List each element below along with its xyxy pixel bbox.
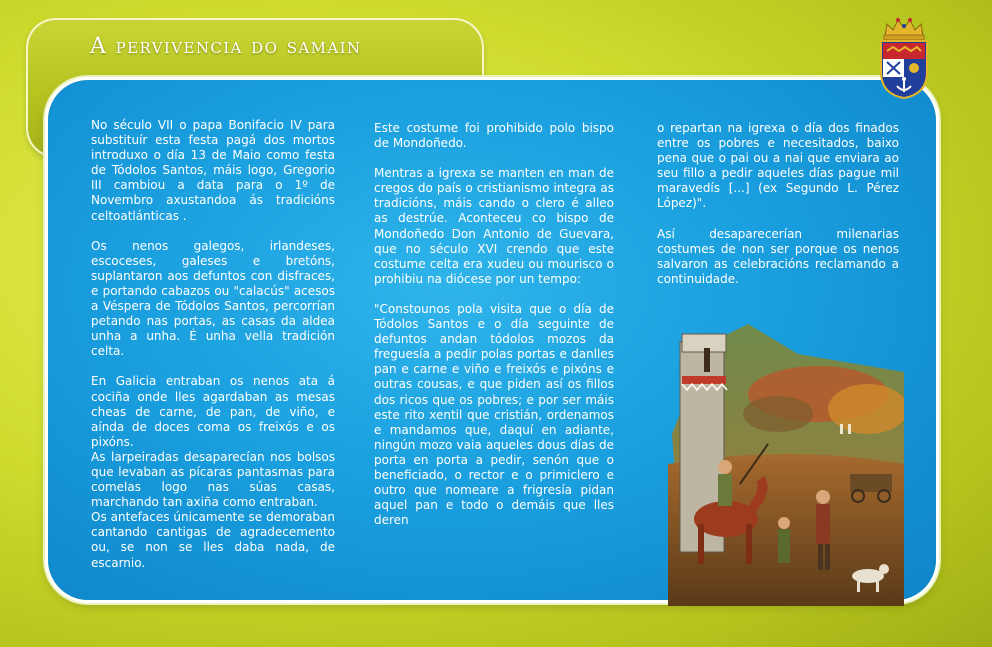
- paragraph: As larpeiradas desaparecían nos bolsos que levaban as pícaras pantasmas para comelas logo nas súas casas, marchando tan axiña como entraban.: [91, 449, 335, 510]
- paragraph: No século VII o papa Bonifacio IV para substituír esta festa pagá dos mortos introduxo o día 13 de Maio como festa de Tódolos Santos, máis logo, Gregorio III cambiou a data para o 1º de Novembro axustandoa ás tradicións celtoatlánticas .: [91, 118, 335, 223]
- page-title: A pervivencia do samain: [90, 34, 362, 59]
- paragraph: Os antefaces únicamente se demoraban cantando cantigas de agradecemento ou, se non se lles daba nada, de escarnio.: [91, 510, 335, 570]
- text-column-2: [374, 121, 614, 528]
- medieval-painting-illustration: [668, 314, 904, 606]
- paragraph: En Galicia entraban os nenos ata á cociña onde lles agardaban as mesas cheas de carne, de pan, de viño, e aínda de doces coma os freixós e os pixóns.: [91, 374, 335, 449]
- paragraph: Así desaparecerían milenarias costumes de non ser porque os nenos salvaron as celebracións reclamando a continuidade.: [657, 226, 899, 286]
- text-column-3: [657, 121, 899, 302]
- text-column-1: [91, 118, 335, 571]
- coat-of-arms-icon: [875, 14, 933, 100]
- paragraph: Este costume foi prohibido polo bispo de Mondoñedo.: [374, 121, 614, 151]
- paragraph: Os nenos galegos, irlandeses, escoceses, galeses e bretóns, suplantaron aos defuntos con disfraces, e portando cabazos ou "calacús" acesos a Véspera de Tódolos Santos, percorrían petando nas portas, as casas da aldea unha a unha. É unha vella tradición celta.: [91, 238, 335, 359]
- quote-paragraph: "Constounos pola visita que o día de Tódolos Santos e o día seguinte de defuntos andan tódolos mozos da freguesía a pedir polas portas e danlles pan e carne e viño e freixós e pixóns e outras cousas, e que piden así os fillos dos ricos que os pobres; e por ser máis este rito xentil que cristián, ordenamos e mandamos que, daquí en adiante, ningún mozo vaia aqueles dous días de porta en porta a pedir, senón que o beneficiado, o rector e o primiclero e outro que nomeare a frigresía pidan aquel pan e todo o demáis que lles deren: [374, 301, 614, 528]
- quote-paragraph: o repartan na igrexa o día dos finados entre os pobres e necesitados, baixo pena que o pai ou a nai que enviara ao seu fillo a pedir aqueles días pague mil maravedís [...] (ex Segundo L. Pérez López)".: [657, 121, 899, 211]
- paragraph: Mentras a igrexa se manten en man de cregos do país o cristianismo integra as tradicións, máis cando o clero é alleo as destrúe. Aconteceu co bispo de Mondoñedo Don Antonio de Guevara, que no século XVI crendo que este costume celta era xudeu ou mourisco o prohibiu na diócese por un tempo:: [374, 166, 614, 286]
